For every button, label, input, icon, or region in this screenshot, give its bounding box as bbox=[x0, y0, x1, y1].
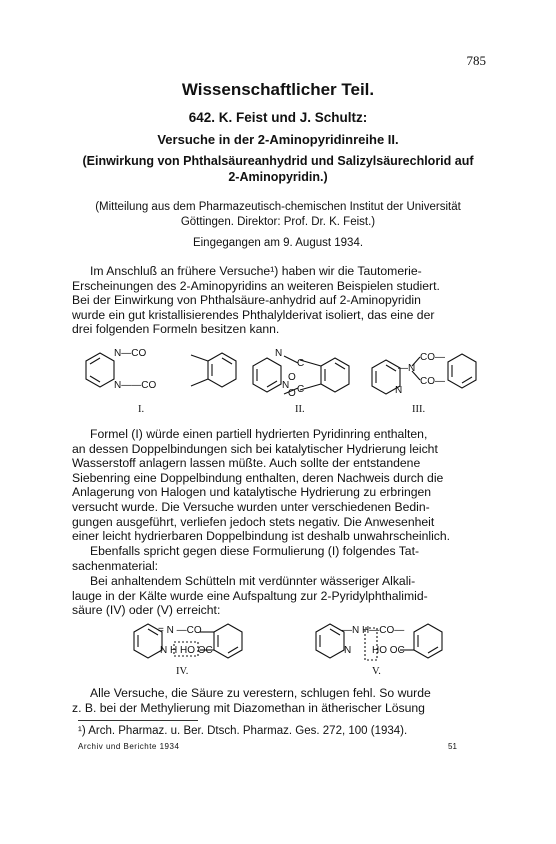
text-line: Bei der Einwirkung von Phthalsäure-anhydrid auf 2-Aminopyridin bbox=[72, 293, 421, 308]
text-line: z. B. bei der Methylierung mit Diazomethan in ätherischer Lösung bbox=[72, 700, 425, 715]
text-line: Im Anschluß an frühere Versuche¹) haben wir die Tautomerie- bbox=[90, 264, 422, 278]
formula-label: III. bbox=[412, 404, 426, 415]
sheet-number: 51 bbox=[448, 742, 457, 751]
article-authors: 642. K. Feist und J. Schultz: bbox=[188, 110, 368, 125]
formula-label: V. bbox=[372, 666, 381, 677]
formula-text: N bbox=[275, 348, 283, 359]
received-date: Eingegangen am 9. August 1934. bbox=[192, 237, 364, 249]
text-line: Alle Versuche, die Säure zu verestern, schlugen fehl. So wurde bbox=[90, 686, 431, 700]
formula-label: IV. bbox=[176, 666, 189, 677]
formula-text: N bbox=[282, 380, 290, 391]
formula-text: CO— bbox=[420, 376, 445, 387]
paragraph-esterification bbox=[72, 686, 490, 715]
text-line: einer leicht hydrierbaren Doppelbindung ist deshalb unwahrscheinlich. bbox=[72, 529, 451, 544]
subtitle-line: (Einwirkung von Phthalsäureanhydrid und Salizylsäurechlorid auf bbox=[82, 154, 474, 168]
text-line: an dessen Doppelbindungen sich bei katalytischer Hydrierung leicht bbox=[72, 441, 438, 456]
formula-text: N——CO bbox=[114, 380, 157, 391]
formula-IV bbox=[134, 624, 242, 677]
formula-label: II. bbox=[295, 404, 305, 415]
page-number: 785 bbox=[466, 53, 486, 68]
affiliation-line: Göttingen. Direktor: Prof. Dr. K. Feist.) bbox=[180, 216, 376, 228]
text-line: säure (IV) oder (V) erreicht: bbox=[72, 603, 221, 618]
text-line: sachenmaterial: bbox=[72, 558, 159, 573]
formula-text: N bbox=[395, 385, 403, 396]
formula-text: C bbox=[297, 358, 305, 369]
text-line: versucht wurde. Die Versuche wurden unter verschiedenen Bedin- bbox=[72, 499, 430, 514]
affiliation-line: (Mitteilung aus dem Pharmazeutisch-chemischen Institut der Universität bbox=[95, 201, 461, 213]
text-line: wurde ein gut kristallisierendes Phthalylderivat isoliert, das eine der bbox=[72, 307, 435, 322]
text-line: gungen ausgeführt, verliefen jedoch stets negativ. Die Anwesenheit bbox=[72, 514, 435, 529]
subtitle-line: 2-Aminopyridin.) bbox=[228, 170, 328, 184]
formula-III bbox=[372, 352, 476, 415]
formula-text: —N bbox=[398, 363, 416, 374]
paragraph-formula-discussion bbox=[72, 427, 490, 544]
formula-text: N bbox=[344, 645, 352, 656]
formula-text: C bbox=[297, 384, 305, 395]
formula-text: HO OC bbox=[372, 645, 405, 656]
text-line: Anlagerung von Halogen und katalytische Hydrierung zu erbringen bbox=[72, 485, 432, 500]
formula-text: CO— bbox=[420, 352, 445, 363]
formula-text: = N —CO bbox=[158, 625, 202, 636]
footnote-rule bbox=[78, 720, 198, 721]
section-heading: Wissenschaftlicher Teil. bbox=[181, 80, 375, 99]
formula-V bbox=[316, 624, 442, 677]
footnote: ¹) Arch. Pharmaz. u. Ber. Dtsch. Pharmaz. Ges. 272, 100 (1934). bbox=[78, 725, 408, 737]
paragraph-alkali bbox=[72, 574, 490, 618]
structural-formulas-4-5 bbox=[0, 614, 556, 684]
text-line: Ebenfalls spricht gegen diese Formulierung (I) folgendes Tat- bbox=[90, 544, 420, 558]
text-line: Siebenring eine Doppelbindung enthalten, deren Nachweis durch die bbox=[72, 470, 444, 485]
formula-text: O bbox=[288, 372, 296, 383]
formula-II bbox=[253, 348, 349, 415]
formula-text: N—CO bbox=[114, 348, 147, 359]
text-line: Bei anhaltendem Schütteln mit verdünnter wässeriger Alkali- bbox=[90, 574, 416, 588]
formula-I bbox=[86, 348, 236, 415]
text-line: Wasserstoff anlagern lassen müßte. Auch sollte der entstandene bbox=[72, 456, 421, 471]
paragraph-evidence bbox=[72, 544, 490, 573]
article-subtitle bbox=[0, 153, 556, 185]
formula-text: —N H—CO— bbox=[342, 625, 405, 636]
formula-text: N H bbox=[160, 645, 178, 656]
article-title: Versuche in der 2-Aminopyridinreihe II. bbox=[157, 132, 399, 147]
text-line: drei folgenden Formeln besitzen kann. bbox=[72, 322, 280, 337]
affiliation bbox=[0, 200, 556, 230]
formula-text: HO OC bbox=[180, 645, 213, 656]
formula-text: O bbox=[288, 388, 296, 399]
journal-signature: Archiv und Berichte 1934 bbox=[78, 742, 180, 751]
text-line: Formel (I) würde einen partiell hydrierten Pyridinring enthalten, bbox=[90, 427, 428, 441]
text-line: Erscheinungen des 2-Aminopyridins an weiteren Beispielen studiert. bbox=[72, 278, 440, 293]
text-line: lauge in der Kälte wurde eine Aufspaltung zur 2-Pyridylphthalimid- bbox=[72, 588, 428, 603]
formula-label: I. bbox=[138, 404, 145, 415]
structural-formulas-1-3 bbox=[0, 338, 556, 420]
paragraph-intro bbox=[72, 264, 490, 337]
